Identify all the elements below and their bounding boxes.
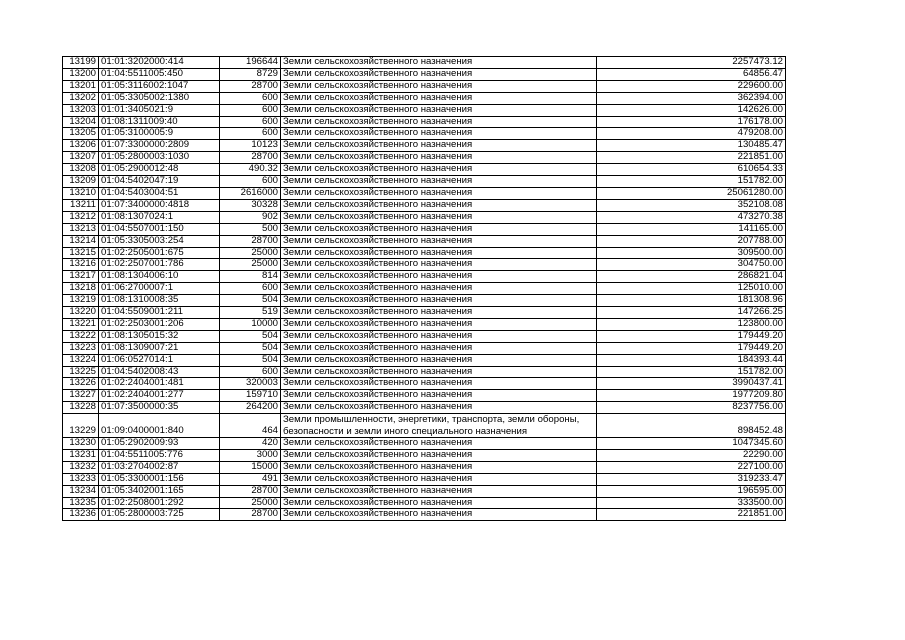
- row-number-cell: 13200: [63, 68, 99, 80]
- row-number-cell: 13210: [63, 187, 99, 199]
- table-row: [63, 92, 786, 104]
- area-cell: 600: [220, 176, 281, 188]
- row-number-cell: 13223: [63, 342, 99, 354]
- land-category-cell: Земли сельскохозяйственного назначения: [281, 330, 597, 342]
- cadastral-number-cell: 01:05:3116002:1047: [99, 80, 220, 92]
- table-row: [63, 390, 786, 402]
- cadastral-number-cell: 01:05:3300001:156: [99, 473, 220, 485]
- row-number-cell: 13217: [63, 271, 99, 283]
- table-row: [63, 295, 786, 307]
- cadastral-number-cell: 01:03:2704002:87: [99, 461, 220, 473]
- table-row: [63, 128, 786, 140]
- area-cell: 902: [220, 211, 281, 223]
- cadastral-value-cell: 362394.00: [597, 92, 786, 104]
- land-category-cell: Земли сельскохозяйственного назначения: [281, 92, 597, 104]
- table-row: [63, 449, 786, 461]
- cadastral-value-cell: 22290.00: [597, 449, 786, 461]
- cadastral-number-cell: 01:01:3405021:9: [99, 104, 220, 116]
- cadastral-value-cell: 610654.33: [597, 164, 786, 176]
- area-cell: 25000: [220, 259, 281, 271]
- cadastral-number-cell: 01:08:1307024:1: [99, 211, 220, 223]
- area-cell: 600: [220, 116, 281, 128]
- row-number-cell: 13224: [63, 354, 99, 366]
- row-number-cell: 13228: [63, 402, 99, 414]
- cadastral-value-cell: 286821.04: [597, 271, 786, 283]
- cadastral-value-cell: 309500.00: [597, 247, 786, 259]
- land-category-cell: Земли сельскохозяйственного назначения: [281, 378, 597, 390]
- cadastral-number-cell: 01:05:2800003:1030: [99, 152, 220, 164]
- land-category-cell: Земли сельскохозяйственного назначения: [281, 390, 597, 402]
- table-row: [63, 354, 786, 366]
- row-number-cell: 13208: [63, 164, 99, 176]
- land-category-cell: Земли сельскохозяйственного назначения: [281, 199, 597, 211]
- table-row: [63, 211, 786, 223]
- area-cell: 320003: [220, 378, 281, 390]
- table-row: [63, 57, 786, 69]
- cadastral-value-cell: 151782.00: [597, 366, 786, 378]
- cadastral-number-cell: 01:02:2404001:481: [99, 378, 220, 390]
- cadastral-value-cell: 151782.00: [597, 176, 786, 188]
- table-row: [63, 259, 786, 271]
- area-cell: 10000: [220, 318, 281, 330]
- cadastral-value-cell: 123800.00: [597, 318, 786, 330]
- cadastral-number-cell: 01:02:2503001:206: [99, 318, 220, 330]
- cadastral-value-cell: 2257473.12: [597, 57, 786, 69]
- table-row: [63, 402, 786, 414]
- area-cell: 28700: [220, 80, 281, 92]
- table-row: [63, 80, 786, 92]
- cadastral-number-cell: 01:02:2404001:277: [99, 390, 220, 402]
- land-category-cell: Земли сельскохозяйственного назначения: [281, 271, 597, 283]
- cadastral-number-cell: 01:05:3305003:254: [99, 235, 220, 247]
- table-row: [63, 187, 786, 199]
- cadastral-number-cell: 01:08:1305015:32: [99, 330, 220, 342]
- cadastral-value-cell: 64856.47: [597, 68, 786, 80]
- table-row: [63, 176, 786, 188]
- table-row: [63, 414, 786, 438]
- table-row: [63, 318, 786, 330]
- table-row: [63, 497, 786, 509]
- cadastral-value-cell: 898452.48: [597, 414, 786, 438]
- area-cell: 600: [220, 128, 281, 140]
- table-row: [63, 104, 786, 116]
- cadastral-number-cell: 01:06:0527014:1: [99, 354, 220, 366]
- area-cell: 491: [220, 473, 281, 485]
- cadastral-value-cell: 179449.20: [597, 342, 786, 354]
- cadastral-number-cell: 01:08:1304006:10: [99, 271, 220, 283]
- cadastral-value-cell: 181308.96: [597, 295, 786, 307]
- row-number-cell: 13229: [63, 414, 99, 438]
- row-number-cell: 13215: [63, 247, 99, 259]
- land-category-cell: Земли сельскохозяйственного назначения: [281, 211, 597, 223]
- table-row: [63, 140, 786, 152]
- area-cell: 814: [220, 271, 281, 283]
- row-number-cell: 13218: [63, 283, 99, 295]
- table-row: [63, 223, 786, 235]
- table-row: [63, 247, 786, 259]
- land-category-cell: Земли сельскохозяйственного назначения: [281, 461, 597, 473]
- cadastral-table: [62, 56, 786, 521]
- area-cell: 196644: [220, 57, 281, 69]
- table-row: [63, 116, 786, 128]
- cadastral-value-cell: 8237756.00: [597, 402, 786, 414]
- row-number-cell: 13213: [63, 223, 99, 235]
- land-category-cell: Земли сельскохозяйственного назначения: [281, 509, 597, 521]
- row-number-cell: 13235: [63, 497, 99, 509]
- area-cell: 504: [220, 330, 281, 342]
- cadastral-number-cell: 01:08:1310008:35: [99, 295, 220, 307]
- table-row: [63, 199, 786, 211]
- land-category-cell: Земли промышленности, энергетики, транспорта, земли обороны, безопасности и земли иного специального назначения: [281, 414, 597, 438]
- area-cell: 504: [220, 295, 281, 307]
- row-number-cell: 13234: [63, 485, 99, 497]
- row-number-cell: 13226: [63, 378, 99, 390]
- area-cell: 420: [220, 438, 281, 450]
- land-category-cell: Земли сельскохозяйственного назначения: [281, 80, 597, 92]
- land-category-cell: Земли сельскохозяйственного назначения: [281, 235, 597, 247]
- row-number-cell: 13216: [63, 259, 99, 271]
- area-cell: 519: [220, 307, 281, 319]
- cadastral-value-cell: 196595.00: [597, 485, 786, 497]
- cadastral-number-cell: 01:04:5511005:776: [99, 449, 220, 461]
- cadastral-number-cell: 01:04:5511005:450: [99, 68, 220, 80]
- row-number-cell: 13221: [63, 318, 99, 330]
- cadastral-number-cell: 01:04:5402047:19: [99, 176, 220, 188]
- table-row: [63, 68, 786, 80]
- table-row: [63, 509, 786, 521]
- row-number-cell: 13225: [63, 366, 99, 378]
- area-cell: 159710: [220, 390, 281, 402]
- cadastral-number-cell: 01:02:2507001:786: [99, 259, 220, 271]
- table-row: [63, 438, 786, 450]
- cadastral-number-cell: 01:05:2800003:725: [99, 509, 220, 521]
- cadastral-value-cell: 1977209.80: [597, 390, 786, 402]
- land-category-cell: Земли сельскохозяйственного назначения: [281, 152, 597, 164]
- row-number-cell: 13220: [63, 307, 99, 319]
- cadastral-number-cell: 01:02:2505001:675: [99, 247, 220, 259]
- cadastral-number-cell: 01:04:5507001:150: [99, 223, 220, 235]
- table-row: [63, 342, 786, 354]
- cadastral-number-cell: 01:08:1311009:40: [99, 116, 220, 128]
- row-number-cell: 13222: [63, 330, 99, 342]
- area-cell: 600: [220, 92, 281, 104]
- row-number-cell: 13205: [63, 128, 99, 140]
- cadastral-value-cell: 141165.00: [597, 223, 786, 235]
- row-number-cell: 13203: [63, 104, 99, 116]
- table-row: [63, 366, 786, 378]
- land-category-cell: Земли сельскохозяйственного назначения: [281, 473, 597, 485]
- area-cell: 3000: [220, 449, 281, 461]
- area-cell: 25000: [220, 247, 281, 259]
- cadastral-number-cell: 01:05:2902009:93: [99, 438, 220, 450]
- area-cell: 264200: [220, 402, 281, 414]
- cadastral-number-cell: 01:08:1309007:21: [99, 342, 220, 354]
- land-category-cell: Земли сельскохозяйственного назначения: [281, 402, 597, 414]
- land-category-cell: Земли сельскохозяйственного назначения: [281, 164, 597, 176]
- area-cell: 28700: [220, 235, 281, 247]
- cadastral-number-cell: 01:07:3300000:2809: [99, 140, 220, 152]
- land-category-cell: Земли сельскохозяйственного назначения: [281, 318, 597, 330]
- cadastral-number-cell: 01:04:5402008:43: [99, 366, 220, 378]
- cadastral-number-cell: 01:09:0400001:840: [99, 414, 220, 438]
- row-number-cell: 13214: [63, 235, 99, 247]
- cadastral-value-cell: 319233.47: [597, 473, 786, 485]
- area-cell: 28700: [220, 152, 281, 164]
- area-cell: 600: [220, 104, 281, 116]
- row-number-cell: 13233: [63, 473, 99, 485]
- row-number-cell: 13236: [63, 509, 99, 521]
- cadastral-number-cell: 01:02:2508001:292: [99, 497, 220, 509]
- row-number-cell: 13204: [63, 116, 99, 128]
- land-category-cell: Земли сельскохозяйственного назначения: [281, 295, 597, 307]
- row-number-cell: 13230: [63, 438, 99, 450]
- table-row: [63, 283, 786, 295]
- land-category-cell: Земли сельскохозяйственного назначения: [281, 485, 597, 497]
- area-cell: 15000: [220, 461, 281, 473]
- land-category-cell: Земли сельскохозяйственного назначения: [281, 307, 597, 319]
- cadastral-number-cell: 01:05:3305002:1380: [99, 92, 220, 104]
- land-category-cell: Земли сельскохозяйственного назначения: [281, 57, 597, 69]
- cadastral-value-cell: 184393.44: [597, 354, 786, 366]
- row-number-cell: 13199: [63, 57, 99, 69]
- cadastral-value-cell: 25061280.00: [597, 187, 786, 199]
- cadastral-value-cell: 207788.00: [597, 235, 786, 247]
- cadastral-number-cell: 01:05:3402001:165: [99, 485, 220, 497]
- cadastral-value-cell: 130485.47: [597, 140, 786, 152]
- cadastral-value-cell: 221851.00: [597, 152, 786, 164]
- cadastral-value-cell: 142626.00: [597, 104, 786, 116]
- cadastral-value-cell: 227100.00: [597, 461, 786, 473]
- land-category-cell: Земли сельскохозяйственного назначения: [281, 223, 597, 235]
- land-category-cell: Земли сельскохозяйственного назначения: [281, 187, 597, 199]
- cadastral-value-cell: 333500.00: [597, 497, 786, 509]
- table-row: [63, 307, 786, 319]
- land-category-cell: Земли сельскохозяйственного назначения: [281, 259, 597, 271]
- land-category-cell: Земли сельскохозяйственного назначения: [281, 176, 597, 188]
- row-number-cell: 13206: [63, 140, 99, 152]
- cadastral-value-cell: 179449.20: [597, 330, 786, 342]
- cadastral-number-cell: 01:01:3202000:414: [99, 57, 220, 69]
- table-row: [63, 461, 786, 473]
- land-category-cell: Земли сельскохозяйственного назначения: [281, 140, 597, 152]
- table-row: [63, 271, 786, 283]
- area-cell: 504: [220, 354, 281, 366]
- row-number-cell: 13211: [63, 199, 99, 211]
- land-category-cell: Земли сельскохозяйственного назначения: [281, 366, 597, 378]
- cadastral-number-cell: 01:04:5509001:211: [99, 307, 220, 319]
- cadastral-value-cell: 1047345.60: [597, 438, 786, 450]
- cadastral-number-cell: 01:05:3100005:9: [99, 128, 220, 140]
- row-number-cell: 13212: [63, 211, 99, 223]
- area-cell: 504: [220, 342, 281, 354]
- table-row: [63, 485, 786, 497]
- row-number-cell: 13207: [63, 152, 99, 164]
- row-number-cell: 13232: [63, 461, 99, 473]
- cadastral-value-cell: 304750.00: [597, 259, 786, 271]
- area-cell: 600: [220, 283, 281, 295]
- row-number-cell: 13209: [63, 176, 99, 188]
- cadastral-number-cell: 01:06:2700007:1: [99, 283, 220, 295]
- cadastral-value-cell: 221851.00: [597, 509, 786, 521]
- row-number-cell: 13202: [63, 92, 99, 104]
- cadastral-value-cell: 3990437.41: [597, 378, 786, 390]
- land-category-cell: Земли сельскохозяйственного назначения: [281, 283, 597, 295]
- area-cell: 2616000: [220, 187, 281, 199]
- cadastral-number-cell: 01:07:3500000:35: [99, 402, 220, 414]
- table-row: [63, 473, 786, 485]
- cadastral-number-cell: 01:05:2900012:48: [99, 164, 220, 176]
- cadastral-value-cell: 479208.00: [597, 128, 786, 140]
- cadastral-value-cell: 229600.00: [597, 80, 786, 92]
- cadastral-value-cell: 352108.08: [597, 199, 786, 211]
- land-category-cell: Земли сельскохозяйственного назначения: [281, 128, 597, 140]
- area-cell: 28700: [220, 485, 281, 497]
- table-row: [63, 235, 786, 247]
- row-number-cell: 13219: [63, 295, 99, 307]
- cadastral-table-body: [63, 57, 786, 521]
- table-row: [63, 330, 786, 342]
- row-number-cell: 13227: [63, 390, 99, 402]
- area-cell: 25000: [220, 497, 281, 509]
- cadastral-value-cell: 473270.38: [597, 211, 786, 223]
- cadastral-value-cell: 125010.00: [597, 283, 786, 295]
- row-number-cell: 13231: [63, 449, 99, 461]
- area-cell: 490.32: [220, 164, 281, 176]
- cadastral-number-cell: 01:04:5403004:51: [99, 187, 220, 199]
- land-category-cell: Земли сельскохозяйственного назначения: [281, 497, 597, 509]
- land-category-cell: Земли сельскохозяйственного назначения: [281, 104, 597, 116]
- table-row: [63, 164, 786, 176]
- area-cell: 8729: [220, 68, 281, 80]
- area-cell: 10123: [220, 140, 281, 152]
- cadastral-value-cell: 176178.00: [597, 116, 786, 128]
- land-category-cell: Земли сельскохозяйственного назначения: [281, 68, 597, 80]
- land-category-cell: Земли сельскохозяйственного назначения: [281, 438, 597, 450]
- cadastral-number-cell: 01:07:3400000:4818: [99, 199, 220, 211]
- row-number-cell: 13201: [63, 80, 99, 92]
- area-cell: 28700: [220, 509, 281, 521]
- area-cell: 600: [220, 366, 281, 378]
- land-category-cell: Земли сельскохозяйственного назначения: [281, 342, 597, 354]
- area-cell: 500: [220, 223, 281, 235]
- land-category-cell: Земли сельскохозяйственного назначения: [281, 116, 597, 128]
- table-row: [63, 378, 786, 390]
- land-category-cell: Земли сельскохозяйственного назначения: [281, 354, 597, 366]
- land-category-cell: Земли сельскохозяйственного назначения: [281, 247, 597, 259]
- area-cell: 30328: [220, 199, 281, 211]
- table-row: [63, 152, 786, 164]
- cadastral-value-cell: 147266.25: [597, 307, 786, 319]
- land-category-cell: Земли сельскохозяйственного назначения: [281, 449, 597, 461]
- area-cell: 464: [220, 414, 281, 438]
